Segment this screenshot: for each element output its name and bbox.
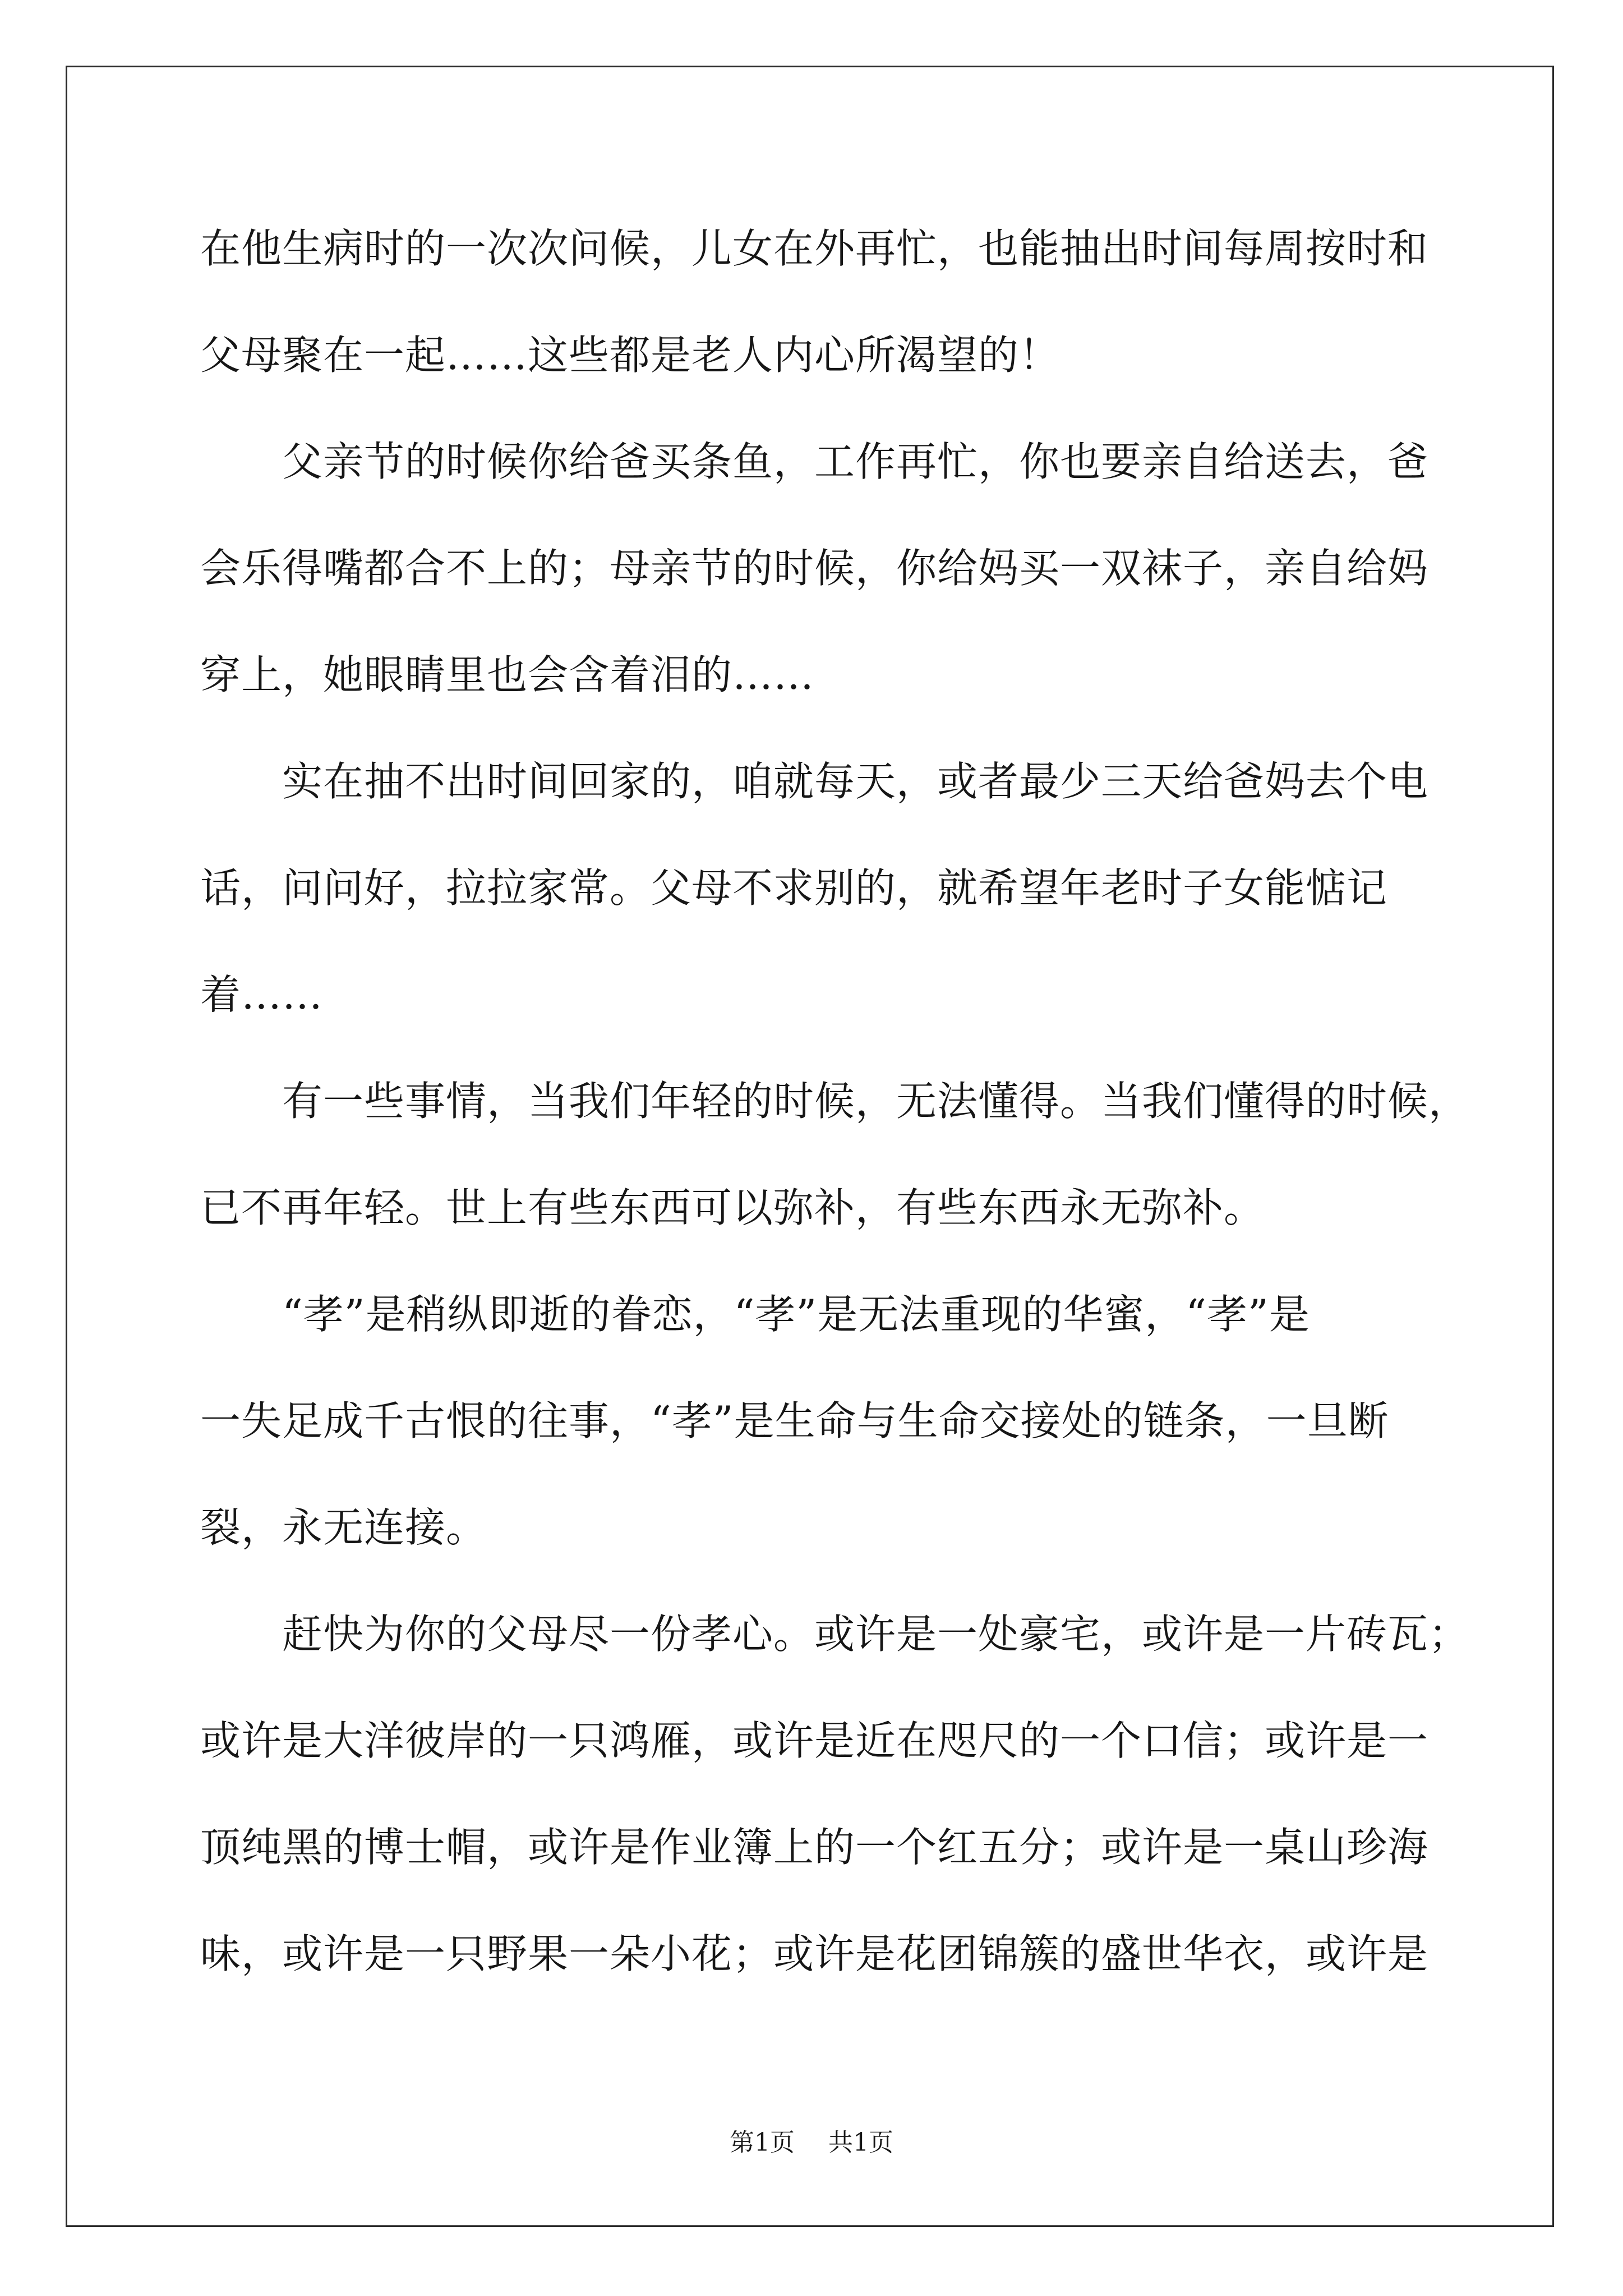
text-line: 会乐得嘴都合不上的；母亲节的时候，你给妈买一双袜子，亲自给妈 bbox=[200, 545, 1429, 592]
paragraph bbox=[200, 1048, 1490, 1261]
page-footer bbox=[0, 2126, 1623, 2160]
text-line: 实在抽不出时间回家的，咱就每天，或者最少三天给爸妈去个电 bbox=[282, 758, 1429, 805]
text-line: 有一些事情，当我们年轻的时候，无法懂得。当我们懂得的时候， bbox=[282, 1078, 1470, 1125]
text-line: 或许是大洋彼岸的一只鸿雁，或许是近在咫尺的一个口信；或许是一 bbox=[200, 1717, 1429, 1764]
text-line: 赶快为你的父母尽一份孝心。或许是一处豪宅，或许是一片砖瓦； bbox=[282, 1611, 1470, 1658]
text-line: 顶纯黑的博士帽，或许是作业簿上的一个红五分；或许是一桌山珍海 bbox=[200, 1824, 1429, 1871]
page-number-total: 共1页 bbox=[828, 2128, 893, 2157]
paragraph bbox=[200, 1581, 1490, 2007]
page-number-current: 第1页 bbox=[730, 2128, 795, 2157]
text-line: 话，问问好，拉拉家常。父母不求别的，就希望年老时子女能惦记 bbox=[200, 864, 1388, 912]
paragraph bbox=[200, 408, 1490, 728]
text-line: 着…… bbox=[200, 971, 324, 1018]
text-line: 穿上，她眼睛里也会含着泪的…… bbox=[200, 651, 815, 698]
text-line: 已不再年轻。世上有些东西可以弥补，有些东西永无弥补。 bbox=[200, 1184, 1265, 1231]
text-line: 父亲节的时候你给爸买条鱼，工作再忙，你也要亲自给送去，爸 bbox=[282, 438, 1429, 485]
paragraph bbox=[200, 728, 1490, 1048]
document-body bbox=[200, 195, 1490, 2007]
paragraph bbox=[200, 195, 1490, 408]
text-line: 父母聚在一起……这些都是老人内心所渴望的！ bbox=[200, 332, 1061, 379]
text-line: 在他生病时的一次次问候，儿女在外再忙，也能抽出时间每周按时和 bbox=[200, 225, 1429, 272]
paragraph bbox=[200, 1261, 1490, 1581]
text-line: 一失足成千古恨的往事，“孝”是生命与生命交接处的链条，一旦断 bbox=[200, 1397, 1389, 1444]
text-line: “孝”是稍纵即逝的眷恋，“孝”是无法重现的华蜜，“孝”是 bbox=[282, 1291, 1310, 1338]
text-line: 味，或许是一只野果一朵小花；或许是花团锦簇的盛世华衣，或许是 bbox=[200, 1930, 1429, 1977]
text-line: 裂，永无连接。 bbox=[200, 1504, 487, 1551]
